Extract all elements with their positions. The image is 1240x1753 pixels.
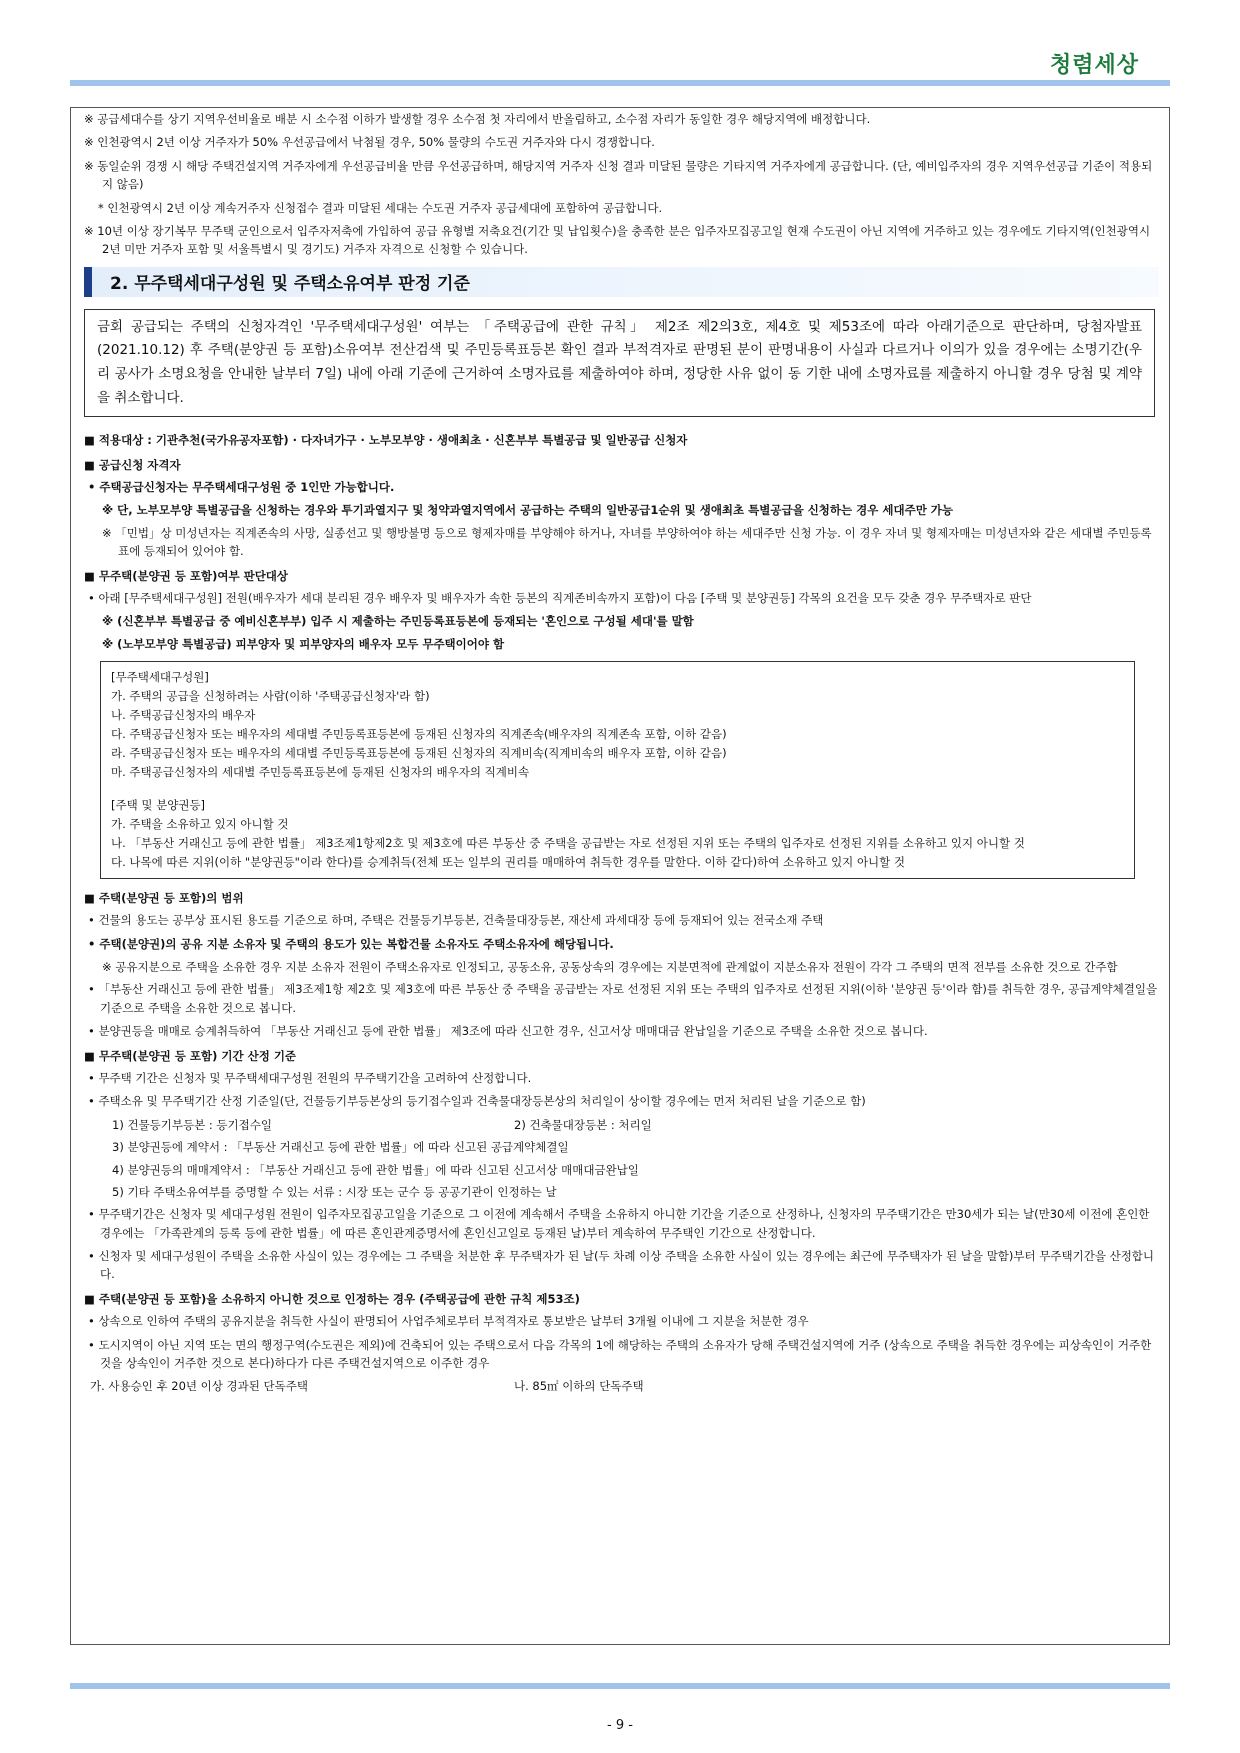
period-bullet-4: • 신청자 및 세대구성원이 주택을 소유한 사실이 있는 경우에는 그 주택을 처분한 후 무주택자가 된 날(두 차례 이상 주택을 소유한 사실이 있는 경우에는 최근에 무주택자가 된 날을 말함)부터 무주택기간을 산정합니다. xyxy=(88,1249,1155,1282)
period-num-1: 1) 건물등기부등본 : 등기접수일 xyxy=(112,1117,272,1132)
note-1: ※ 공급세대수를 상기 지역우선비율로 배분 시 소수점 이하가 발생할 경우 소수점 첫 자리에서 반올림하고, 소수점 자리가 동일한 경우 해당지역에 배정합니다. xyxy=(84,112,871,126)
range-bullet-1: • 건물의 용도는 공부상 표시된 용도를 기준으로 하며, 주택은 건물등기부등본, 건축물대장등본, 재산세 과세대장 등에 등재되어 있는 전국소재 주택 xyxy=(88,913,824,928)
note-5: ※ 10년 이상 장기복무 무주택 군인으로서 입주자저축에 가입하여 공급 유형별 저축요건(기간 및 납입횟수)을 충족한 분은 입주자모집공고일 현재 수도권이 아닌 지역에 거주하고 있는 경우에도 기타지역(인천광역시 2년 미만 거주자 포함 및 서울특별시 및 경기도) 거주자 자격으로 신청할 수 있습니다. xyxy=(84,223,1151,257)
range-bullet-4: • 분양권등을 매매로 승계취득하여 「부동산 거래신고 등에 관한 법률」 제3조에 따라 신고한 경우, 신고서상 매매대금 완납일을 기준으로 주택을 소유한 것으로 봅니다. xyxy=(88,1024,928,1039)
box-item: 다. 주택공급신청자 또는 배우자의 세대별 주민등록표등본에 등재된 신청자의 직계존속(배우자의 직계존속 포함, 이하 같음) xyxy=(111,727,727,742)
exempt-heading: ■ 주택(분양권 등 포함)을 소유하지 아니한 것으로 인정하는 경우 (주택공급에 관한 규칙 제53조) xyxy=(84,1291,580,1306)
exempt-items-row xyxy=(84,1377,1159,1395)
period-num-3: 3) 분양권등에 계약서 : 「부동산 거래신고 등에 관한 법률」에 따라 신고된 공급계약체결일 xyxy=(112,1140,569,1155)
section-title: 2. 무주택세대구성원 및 주택소유여부 판정 기준 xyxy=(110,273,470,294)
section-heading xyxy=(84,267,1159,297)
period-num-5: 5) 기타 주택소유여부를 증명할 수 있는 서류 : 시장 또는 군수 등 공공기관이 인정하는 날 xyxy=(112,1184,557,1199)
criteria-box xyxy=(100,661,1135,879)
judge-bullet: • 아래 [무주택세대구성원] 전원(배우자가 세대 분리된 경우 배우자 및 배우자가 속한 등본의 직계존비속까지 포함)이 다음 [주택 및 분양권등] 각목의 요건을 모두 갖춘 경우 무주택자로 판단 xyxy=(88,590,1032,605)
exempt-item-na: 나. 85㎡ 이하의 단독주택 xyxy=(514,1379,644,1394)
period-bullet-2: • 주택소유 및 무주택기간 산정 기준일(단, 건물등기부등본상의 등기접수일과 건축물대장등본상의 처리일이 상이할 경우에는 먼저 처리된 날을 기준으로 함) xyxy=(88,1094,866,1109)
period-num-4: 4) 분양권등의 매매계약서 : 「부동산 거래신고 등에 관한 법률」에 따라 신고된 신고서상 매매대금완납일 xyxy=(112,1162,639,1177)
exempt-item-ga: 가. 사용승인 후 20년 이상 경과된 단독주택 xyxy=(90,1379,308,1394)
qual-bullet: • 주택공급신청자는 무주택세대구성원 중 1인만 가능합니다. xyxy=(88,480,395,495)
range-heading: ■ 주택(분양권 등 포함)의 범위 xyxy=(84,890,244,905)
box-item: 다. 나목에 따른 지위(이하 "분양권등"이라 한다)를 승계취득(전체 또는 일부의 권리를 매매하여 취득한 경우를 말한다. 이하 같다)하여 소유하고 있지 아니할 것 xyxy=(111,854,906,869)
period-bullet-3: • 무주택기간은 신청자 및 세대구성원 전원이 입주자모집공고일을 기준으로 그 이전에 계속해서 주택을 소유하지 아니한 기간을 기준으로 산정하나, 신청자의 무주택기간은 만30세가 되는 날(만30세 이전에 혼인한 경우에는 「가족관계의 등록 등에 관한 법률」에 따른 혼인관계증명서에 혼인신고일로 등재된 날)부터 계속하여 무주택인 기간으로 산정합니다. xyxy=(88,1207,1150,1240)
qual-heading: ■ 공급신청 자격자 xyxy=(84,457,181,472)
period-heading: ■ 무주택(분양권 등 포함) 기간 산정 기준 xyxy=(84,1048,297,1063)
judge-sub-2: ※ (노부모부양 특별공급) 피부양자 및 피부양자의 배우자 모두 무주택이어야 함 xyxy=(102,636,505,651)
exempt-bullet-2: • 도시지역이 아닌 지역 또는 면의 행정구역(수도권은 제외)에 건축되어 있는 주택으로서 다음 각목의 1에 해당하는 주택의 소유자가 당해 주택건설지역에 거주 (상속으로 주택을 취득한 경우에는 피상속인이 거주한 것을 상속인이 거주한 것으로 본다)하다가 다른 주택건설지역으로 이주한 경우 xyxy=(88,1337,1152,1371)
note-3: ※ 동일순위 경쟁 시 해당 주택건설지역 거주자에게 우선공급비율 만큼 우선공급하며, 해당지역 거주자 신청 결과 미달된 물량은 기타지역 거주자에게 공급합니다. (단, 예비입주자의 경우 지역우선공급 기준이 적용되지 않음) xyxy=(84,158,1153,192)
intro-box: 금회 공급되는 주택의 신청자격인 '무주택세대구성원' 여부는 「주택공급에 관한 규칙」 제2조 제2의3호, 제4호 및 제53조에 따라 아래기준으로 판단하며, 당첨자발표(2021.10.12) 후 주택(분양권 등 포함)소유여부 전산검색 및 주민등록표등본 확인 결과 부적격자로 판명된 분이 판명내용이 사실과 다르거나 이의가 있을 경우에는 소명기간(우리 공사가 소명요청을 안내한 날부터 7일) 내에 아래 기준에 근거하여 소명자료를 제출하여야 하며, 정당한 사유 없이 동 기한 내에 소명자료를 제출하지 아니할 경우 당첨 및 계약을 취소합니다. xyxy=(84,309,1155,418)
top-rule xyxy=(70,80,1170,86)
qual-sub-1: ※ 단, 노부모부양 특별공급을 신청하는 경우와 투기과열지구 및 청약과열지역에서 공급하는 주택의 일반공급1순위 및 생애최초 특별공급을 신청하는 경우 세대주만 가능 xyxy=(102,503,954,518)
exempt-bullet-1: • 상속으로 인하여 주택의 공유지분을 취득한 사실이 판명되어 사업주체로부터 부적격자로 통보받은 날부터 3개월 이내에 그 지분을 처분한 경우 xyxy=(88,1314,809,1329)
period-bullet-1: • 무주택 기간은 신청자 및 무주택세대구성원 전원의 무주택기간을 고려하여 산정합니다. xyxy=(88,1070,532,1085)
logo: 청렴세상 xyxy=(1050,53,1140,78)
box-item: 가. 주택을 소유하고 있지 아니할 것 xyxy=(111,816,289,831)
range-bullet-3: • 「부동산 거래신고 등에 관한 법률」 제3조제1항 제2호 및 제3호에 따른 부동산 중 주택을 공급받는 자로 선정된 지위 또는 주택의 입주자로 선정된 지위(이하 '분양권 등'이라 함)를 취득한 경우, 공급계약체결일을 기준으로 주택을 소유한 것으로 봅니다. xyxy=(88,982,1158,1015)
note-2: ※ 인천광역시 2년 이상 거주자가 50% 우선공급에서 낙첨될 경우, 50% 물량의 수도권 거주자와 다시 경쟁합니다. xyxy=(84,135,655,150)
bottom-rule xyxy=(70,1683,1170,1689)
period-num-2: 2) 건축물대장등본 : 처리일 xyxy=(514,1117,652,1132)
target-heading: ■ 적용대상 : 기관추천(국가유공자포함) · 다자녀가구 · 노부모부양 · 생애최초 · 신혼부부 특별공급 및 일반공급 신청자 xyxy=(84,433,688,448)
note-4: * 인천광역시 2년 이상 계속거주자 신청접수 결과 미달된 세대는 수도권 거주자 공급세대에 포함하여 공급합니다. xyxy=(98,200,663,215)
range-sub-1: ※ 공유지분으로 주택을 소유한 경우 지분 소유자 전원이 주택소유자로 인정되고, 공동소유, 공동상속의 경우에는 지분면적에 관계없이 지분소유자 전원이 각각 그 주택의 면적 전부를 소유한 것으로 간주함 xyxy=(102,960,1118,974)
period-num-row xyxy=(84,1116,1159,1134)
box-item: 나. 주택공급신청자의 배우자 xyxy=(111,708,256,723)
box-heading-members: [무주택세대구성원] xyxy=(111,670,209,685)
content xyxy=(84,110,1159,1400)
judge-sub-1: ※ (신혼부부 특별공급 중 예비신혼부부) 입주 시 제출하는 주민등록표등본에 등재되는 '혼인으로 구성될 세대'를 말함 xyxy=(102,614,694,629)
box-item: 가. 주택의 공급을 신청하려는 사람(이하 '주택공급신청자'라 함) xyxy=(111,689,430,704)
box-heading-housing: [주택 및 분양권등] xyxy=(111,797,206,812)
box-item: 마. 주택공급신청자의 세대별 주민등록표등본에 등재된 신청자의 배우자의 직계비속 xyxy=(111,764,530,779)
box-item: 나. 「부동산 거래신고 등에 관한 법률」 제3조제1항제2호 및 제3호에 따른 부동산 중 주택을 공급받는 자로 선정된 지위 또는 주택의 입주자로 선정된 지위를 소유하고 있지 아니할 것 xyxy=(111,835,1025,850)
page-number: - 9 - xyxy=(607,1718,633,1733)
box-item: 라. 주택공급신청자 또는 배우자의 세대별 주민등록표등본에 등재된 신청자의 직계비속(직계비속의 배우자 포함, 이하 같음) xyxy=(111,746,727,761)
judge-heading: ■ 무주택(분양권 등 포함)여부 판단대상 xyxy=(84,568,289,583)
qual-sub-2: ※ 「민법」상 미성년자는 직계존속의 사망, 실종선고 및 행방불명 등으로 형제자매를 부양해야 하거나, 자녀를 부양하여야 하는 세대주만 신청 가능. 이 경우 자녀 및 형제자매는 미성년자와 같은 세대별 주민등록표에 등재되어 있어야 함. xyxy=(102,525,1152,559)
section-heading-bar xyxy=(84,267,92,297)
range-bullet-2: • 주택(분양권)의 공유 지분 소유자 및 주택의 용도가 있는 복합건물 소유자도 주택소유자에 해당됩니다. xyxy=(88,936,614,951)
